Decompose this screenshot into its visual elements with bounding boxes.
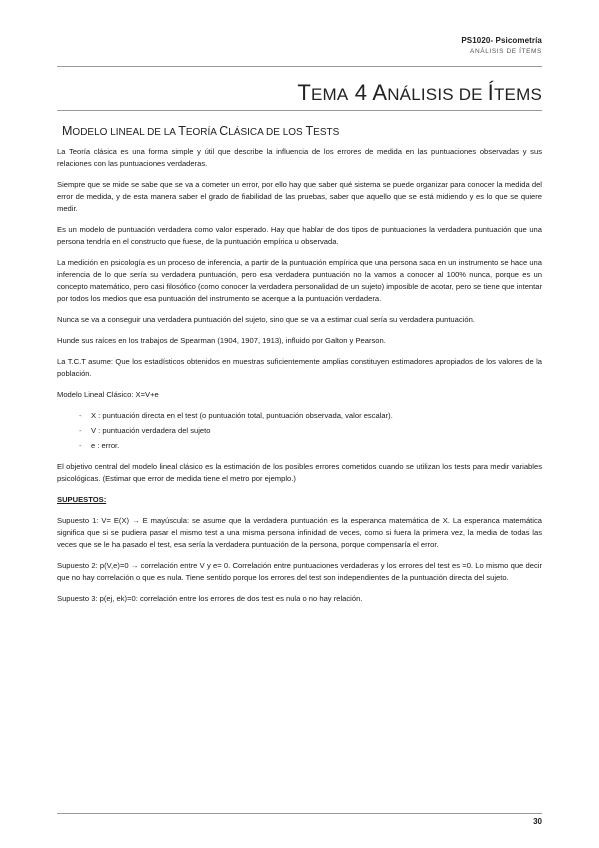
supuesto-paragraph: Supuesto 1: V= E(X) → E mayúscula: se asume que la verdadera puntuación es la esperanca matemática de X. La esperanca matemática significa que si se pudiera pasar el mismo test a una misma persona infinidad de veces, como si fuera la primera vez, la media de todas las veces que se le ha pasado el test, esa sería la verdadera puntuación de la persona, porque compensaría el error.: [57, 516, 542, 549]
section-part: EORÍA: [185, 127, 220, 138]
title-part: NÁLISIS DE: [387, 85, 488, 104]
page-title: [297, 80, 542, 106]
paragraph: Modelo Lineal Clásico: X=V+e: [57, 390, 159, 399]
paragraph: Siempre que se mide se sabe que se va a cometer un error, por ello hay que saber qué sistema se puede organizar para conocer la medida del error de medida, y de esta manera saber el grado de fiabilidad de las pruebas, saber que aquello que se está midiendo y es lo que se quiere medir.: [57, 180, 542, 213]
section-part: ESTS: [313, 127, 340, 138]
bullet-marker: -: [79, 441, 82, 450]
title-part: Í: [487, 80, 494, 105]
list-item: [57, 440, 542, 452]
section-part: C: [219, 124, 229, 138]
page-header: [461, 36, 542, 55]
title-part: TEMS: [493, 85, 542, 104]
paragraph: Es un modelo de puntuación verdadera como valor esperado. Hay que hablar de dos tipos de puntuaciones la verdadera puntuación que una persona tendría en el constructo que fuese, de la puntuación empírica u observada.: [57, 225, 542, 246]
section-part: T: [178, 124, 186, 138]
supuesto-paragraph: Supuesto 3: p(ej, ek)=0: correlación entre los errores de dos test es nula o no hay relación.: [57, 594, 363, 603]
supuestos-heading: SUPUESTOS:: [57, 495, 107, 504]
paragraph: El objetivo central del modelo lineal clásico es la estimación de los posibles errores cometidos cuando se utilizan los tests para medir variables psicológicas. (Estimar que error de medida tiene el metro por ejemplo.): [57, 462, 542, 483]
bullet-marker: -: [79, 426, 82, 435]
section-part: ODELO LINEAL DE LA: [72, 127, 179, 138]
section-part: M: [62, 124, 73, 138]
header-divider: [57, 66, 542, 67]
paragraph: Hunde sus raíces en los trabajos de Spearman (1904, 1907, 1913), influido por Galton y Pearson.: [57, 336, 386, 345]
bullet-marker: -: [79, 411, 82, 420]
list-item: [57, 410, 542, 422]
title-part: T: [297, 80, 311, 105]
title-part: EMA: [311, 85, 349, 104]
paragraph: La Teoría clásica es una forma simple y útil que describe la influencia de los errores de medida en las puntuaciones observadas y sus relaciones con las puntuaciones verdaderas.: [57, 147, 542, 168]
document-body: [57, 146, 542, 614]
supuesto-paragraph: Supuesto 2: p(V,e)=0 → correlación entre V y e= 0. Correlación entre puntuaciones verdaderas y los errores del test es =0. Lo mismo que decir que no hay correlación o que es nula. Tiene sentido porque los errores del test son independientes de la puntuación directa del sujeto.: [57, 561, 542, 582]
section-part: LÁSICA DE LOS: [228, 127, 306, 138]
title-divider: [57, 110, 542, 111]
header-subtitle: ANÁLISIS DE ÍTEMS: [470, 48, 542, 55]
footer-divider: [57, 813, 542, 814]
title-part: A: [372, 80, 388, 105]
paragraph: La T.C.T asume: Que los estadísticos obtenidos en muestras suficientemente amplias constituyen estimadores apropiados de los valores de la población.: [57, 357, 542, 378]
section-heading: [62, 124, 339, 138]
course-name: PS1020- Psicometría: [461, 36, 542, 45]
list-item-text: V : puntuación verdadera del sujeto: [91, 426, 211, 435]
paragraph: La medición en psicología es un proceso de inferencia, a partir de la puntuación empírica que una persona saca en un instrumento se hace una inferencia de lo que sería su verdadera puntuación, pero esa verdadera puntuación no la vamos a conocer al 100% nunca, porque es un concepto matemático, pero casi filosófico (como conocer la verdadera personalidad de un sujeto) imposible de acotar, pero se tiene que intentar por todos los medios que esa puntuación del instrumento se acerque a la puntuación verdadera.: [57, 258, 543, 303]
paragraph: Nunca se va a conseguir una verdadera puntuación del sujeto, sino que se va a estimar cual sería su verdadera puntuación.: [57, 315, 475, 324]
title-part: 4: [348, 80, 373, 105]
list-item-text: e : error.: [91, 441, 120, 450]
page-number: 30: [533, 817, 542, 826]
section-part: T: [305, 124, 314, 138]
definition-list: [57, 410, 542, 452]
list-item: [57, 425, 542, 437]
list-item-text: X : puntuación directa en el test (o puntuación total, puntuación observada, valor escalar).: [91, 411, 393, 420]
